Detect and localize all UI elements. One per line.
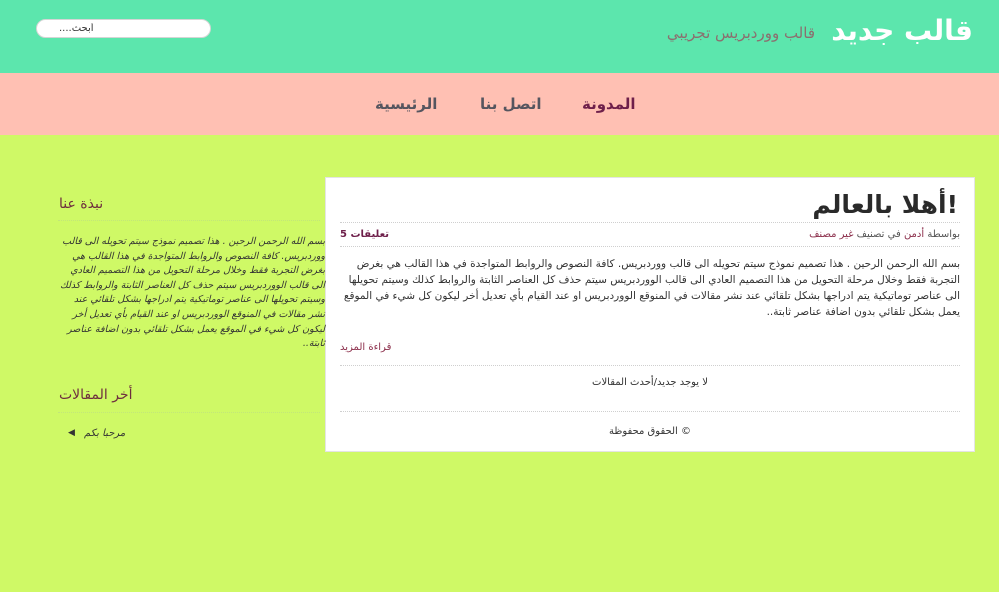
post-excerpt: بسم الله الرحمن الرحين . هذا تصميم نموذج سيتم تحويله الى قالب ووردبريس. كافة النصوص والروابط المتواجدة في هذا القالب هي بغرض التجربة فقط وخلال مرحلة التحويل من هذا التصميم العادي الى قالب الووردبريس سيتم حذف كل العناصر الثابتة والروابط كذلك وسيتم تحويلها الى عناصر توماتيكية يتم ادراجها بشكل تلقائي عند نشر مقالات في المنوقع الووردبريس او عند القيام بأي تعديل أخر ليكون كل شيء في الموقع يعمل بشكل تلقائي بدون اضافة عناصر ثابتة..: [343, 258, 960, 318]
footer-copyright: © الحقوق محفوظة: [609, 426, 691, 437]
recent-post-link[interactable]: مرحبا بكم: [84, 428, 126, 439]
site-header: [0, 0, 999, 73]
caret-left-icon: ◀: [68, 428, 75, 438]
nav-item-blog[interactable]: المدونة: [582, 95, 636, 113]
post-meta-mid: في تصنيف: [856, 229, 901, 240]
post-category-link[interactable]: غير مصنف: [809, 229, 854, 240]
divider: [58, 412, 320, 413]
divider: [340, 222, 960, 223]
divider: [340, 411, 960, 412]
post-title[interactable]: !أهلا بالعالم: [812, 190, 958, 219]
pagination-text: لا يوجد جديد/أحدث المقالات: [592, 377, 708, 388]
site-title[interactable]: قالب جديد: [831, 14, 973, 47]
nav-item-home[interactable]: الرئيسية: [375, 95, 438, 113]
read-more-link[interactable]: قراءة المزيد: [340, 342, 392, 353]
recent-posts-title: أخر المقالات: [59, 387, 133, 403]
post-author-link[interactable]: أدمن: [903, 229, 925, 240]
search-input[interactable]: [36, 19, 211, 38]
post-panel: [325, 177, 975, 452]
comments-link[interactable]: تعليقات 5: [340, 229, 390, 240]
about-widget-title: نبذة عنا: [59, 196, 104, 212]
nav-item-contact[interactable]: اتصل بنا: [480, 95, 542, 113]
post-meta-prefix: بواسطة: [927, 229, 960, 240]
divider: [340, 246, 960, 247]
post-meta: [809, 229, 960, 240]
main-nav: [0, 73, 999, 135]
divider: [340, 365, 960, 366]
site-description: قالب ووردبريس تجريبي: [666, 24, 815, 42]
divider: [58, 220, 320, 221]
about-text: بسم الله الرحمن الرحين . هذا تصميم نموذج سيتم تحويله الى قالب ووردبريس. كافة النصوص والروابط المتواجدة في هذا القالب هي بغرض التجربة فقط وخلال مرحلة التحويل من هذا التصميم العادي الى قالب الووردبريس سيتم حذف كل العناصر الثابتة والروابط كذلك وسيتم تحويلها الى عناصر توماتيكية يتم ادراجها بشكل تلقائي عند نشر مقالات في المنوقع الووردبريس او عند القيام بأي تعديل أخر ليكون كل شيء في الموقع يعمل بشكل تلقائي بدون اضافة عناصر ثابتة..: [60, 236, 325, 350]
